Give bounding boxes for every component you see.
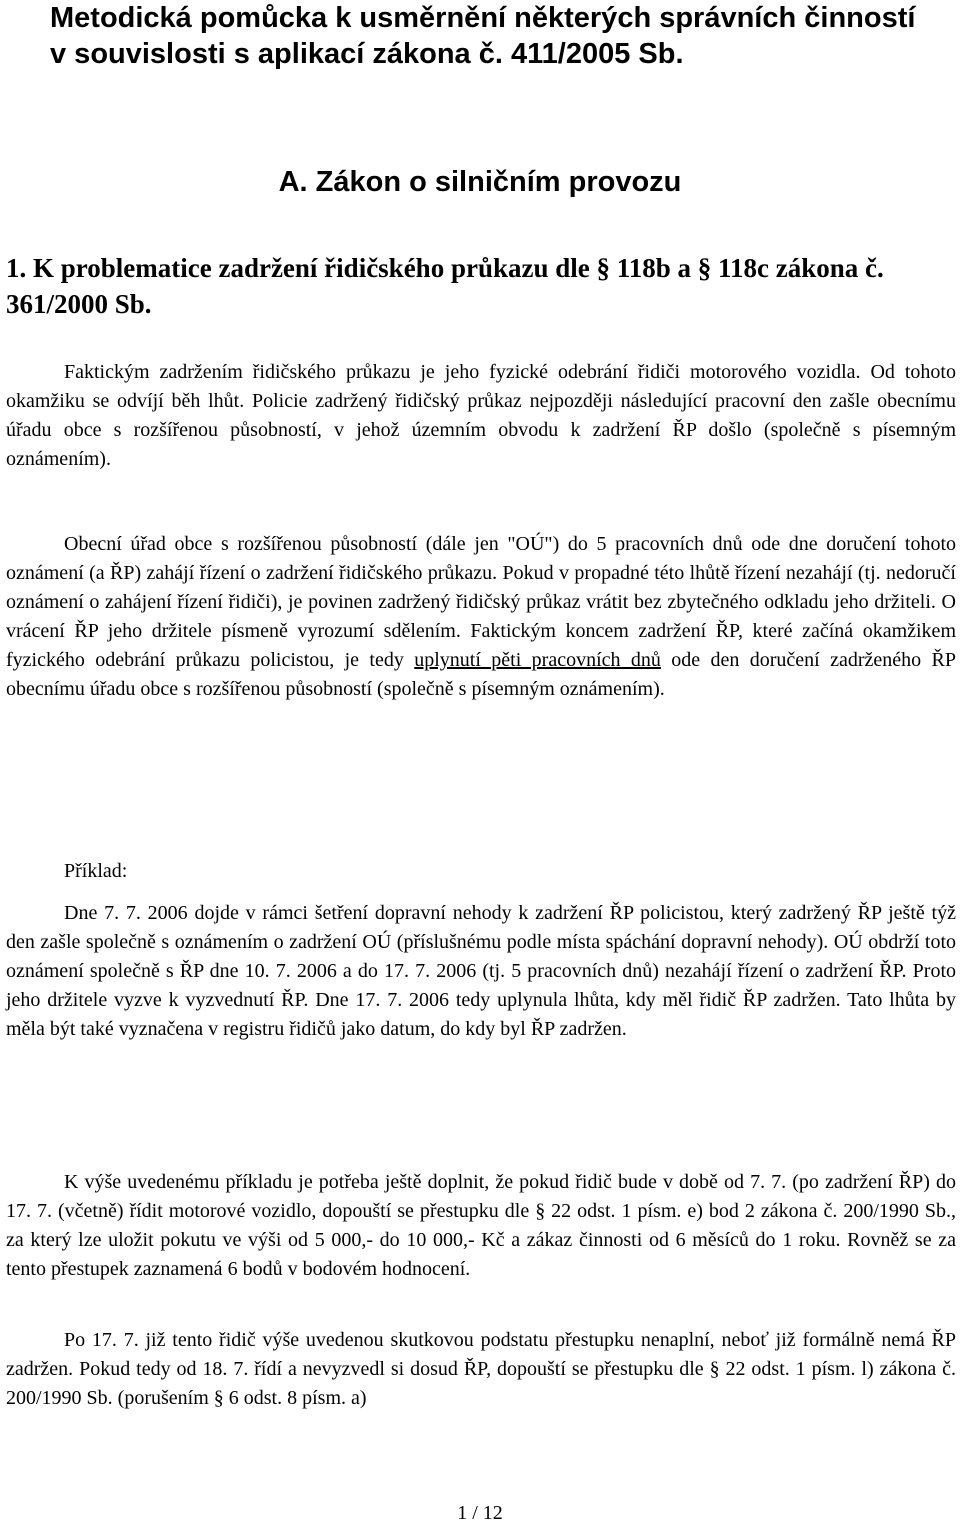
underlined-deadline: uplynutí pěti pracovních dnů	[414, 649, 661, 671]
example-label: Příklad:	[64, 860, 128, 882]
paragraph-office-procedure-text: Obecní úřad obce s rozšířenou působností (dále jen "OÚ") do 5 pracovních dnů ode dne doručení tohoto oznámení (a ŘP) zahájí řízení o zadržení řidičského průkazu. Pokud v propadné této lhůtě řízení nezahájí (tj. nedoručí oznámení o zahájení řízení řidiči), je povinen zadržený řidičský průkaz vrátit bez zbytečného odkladu jeho držiteli. O vrácení ŘP jeho držitele písmeně vyrozumí sdělením. Faktickým koncem zadržení ŘP, které začíná okamžikem fyzického odebrání průkazu policistou, je tedy	[6, 533, 956, 671]
paragraph-office-procedure-end: ode den doručení zadrženého ŘP obecnímu úřadu obce s rozšířenou působností (společně s písemným oznámením).	[6, 649, 956, 700]
paragraph-office-procedure	[6, 530, 956, 704]
paragraph-offence-during-seizure: K výše uvedenému příkladu je potřeba ještě doplnit, že pokud řidič bude v době od 7. 7. (po zadržení ŘP) do 17. 7. (včetně) řídit motorové vozidlo, dopouští se přestupku dle § 22 odst. 1 písm. e) bod 2 zákona č. 200/1990 Sb., za který lze uložit pokutu ve výši od 5 000,- do 10 000,- Kč a zákaz činnosti od 6 měsíců do 1 roku. Rovněž se za tento přestupek zaznamená 6 bodů v bodovém hodnocení.	[6, 1171, 956, 1280]
section-heading: A. Zákon o silničním provozu	[278, 166, 682, 198]
paragraph-seizure-definition: Faktickým zadržením řidičského průkazu je jeho fyzické odebrání řidiči motorového vozidla. Od tohoto okamžiku se odvíjí běh lhůt. Policie zadržený řidičský průkaz nejpozději následující pracovní den zašle obecnímu úřadu obce s rozšířenou působností, v jehož územním obvodu k zadržení ŘP došlo (společně s písemným oznámením).	[6, 361, 956, 470]
page-number: 1 / 12	[457, 1502, 503, 1524]
document-title: Metodická pomůcka k usměrnění některých správních činností v souvislosti s aplikací zákona č. 411/2005 Sb.	[50, 2, 916, 70]
subsection-heading: 1. K problematice zadržení řidičského průkazu dle § 118b a § 118c zákona č. 361/2000 Sb.	[6, 253, 884, 319]
paragraph-offence-after-seizure: Po 17. 7. již tento řidič výše uvedenou skutkovou podstatu přestupku nenaplní, neboť již formálně nemá ŘP zadržen. Pokud tedy od 18. 7. řídí a nevyzvedl si dosud ŘP, dopouští se přestupku dle § 22 odst. 1 písm. l) zákona č. 200/1990 Sb. (porušením § 6 odst. 8 písm. a)	[6, 1329, 956, 1409]
example-text: Dne 7. 7. 2006 dojde v rámci šetření dopravní nehody k zadržení ŘP policistou, který zadržený ŘP ještě týž den zašle společně s oznámením o zadržení OÚ (příslušnému podle místa spáchání dopravní nehody). OÚ obdrží toto oznámení společně s ŘP dne 10. 7. 2006 a do 17. 7. 2006 (tj. 5 pracovních dnů) nezahájí řízení o zadržení ŘP. Proto jeho držitele vyzve k vyzvednutí ŘP. Dne 17. 7. 2006 tedy uplynula lhůta, kdy měl řidič ŘP zadržen. Tato lhůta by měla být také vyznačena v registru řidičů jako datum, do kdy byl ŘP zadržen.	[6, 902, 956, 1040]
